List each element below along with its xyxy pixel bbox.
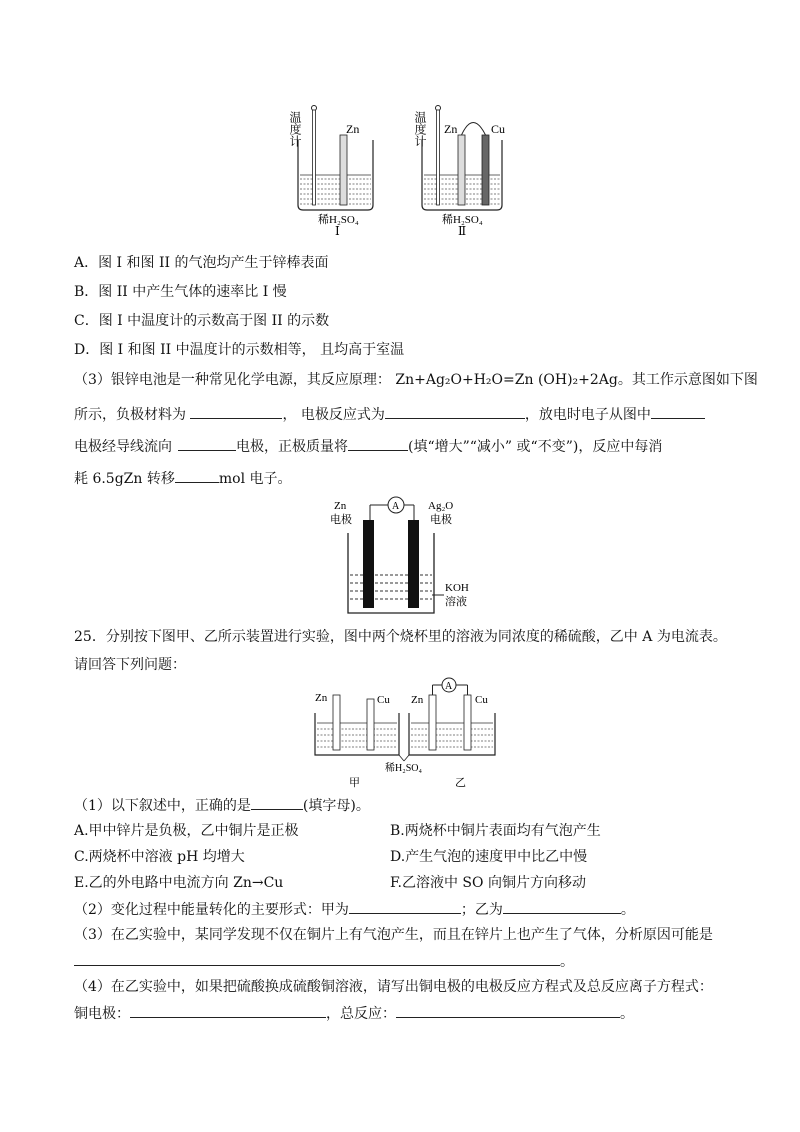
label-jia: 甲 <box>349 777 360 788</box>
answer-blank-jia-energy[interactable] <box>349 899 461 914</box>
option-c: C．图 I 中温度计的示数高于图 II 的示数 <box>74 313 330 329</box>
q25-1-option-a: A.甲中锌片是负极，乙中铜片是正极 <box>74 823 299 839</box>
beaker-II <box>413 106 505 236</box>
q25-3-line1: （3）在乙实验中，某同学发现不仅在铜片上有气泡产生，而且在锌片上也产生了气体，分析原因可能是 <box>74 927 713 943</box>
fig3-solution-label: 稀H₂SO₄ <box>385 763 422 774</box>
option-a: A．图 I 和图 II 的气泡均产生于锌棒表面 <box>74 255 329 271</box>
q25-1-option-f: F.乙溶液中 SO 向铜片方向移动 <box>390 875 586 891</box>
answer-blank-q25-1[interactable] <box>251 795 303 810</box>
ag2o-electrode-label-bottom: 电极 <box>430 514 452 526</box>
q3-line1: （3）银锌电池是一种常见化学电源，其反应原理： Zn+Ag₂O+H₂O=Zn (OH)₂+2Ag。其工作示意图如下图 <box>74 372 758 388</box>
figure-jia-yi <box>305 673 505 788</box>
answer-blank-electron-dest[interactable] <box>178 436 236 451</box>
jia-cu-label: Cu <box>377 694 390 706</box>
electrode-right-label-II: Cu <box>491 122 506 136</box>
zn-electrode-label-top: Zn <box>334 500 347 512</box>
q25-4-line1: （4）在乙实验中，如果把硫酸换成硫酸铜溶液，请写出铜电极的电极反应方程式及总反应离子方程式： <box>74 979 713 995</box>
answer-blank-yi-energy[interactable] <box>503 899 621 914</box>
solution-label-II: 稀H₂SO₄ <box>442 214 483 226</box>
beaker-I <box>288 106 373 236</box>
ammeter-label: A <box>392 501 400 512</box>
beaker-jia <box>315 692 399 755</box>
answer-blank-negative-material[interactable] <box>190 404 282 419</box>
q3-line3: 电极经导线流向 电极，正极质量将 (填“增大”“减小” 或“不变”)，反应中每消 <box>74 436 662 457</box>
figure-label-I: Ⅰ <box>335 224 340 235</box>
koh-label: KOH <box>445 582 469 594</box>
yi-zn-label: Zn <box>411 694 424 706</box>
q25-1-option-e: E.乙的外电路中电流方向 Zn→Cu <box>74 875 284 891</box>
q25-1-option-b: B.两烧杯中铜片表面均有气泡产生 <box>390 823 601 839</box>
option-b: B．图 II 中产生气体的速率比 I 慢 <box>74 284 287 300</box>
q25-3-line2: 。 <box>74 951 574 972</box>
zn-electrode-label-bottom: 电极 <box>330 514 352 526</box>
jia-zn-label: Zn <box>315 692 328 704</box>
answer-blank-electrons[interactable] <box>175 468 219 483</box>
label-yi: 乙 <box>455 777 466 788</box>
beaker-yi <box>409 678 495 755</box>
yi-ammeter-label: A <box>445 681 453 692</box>
q3-line2: 所示，负极材料为 ， 电极反应式为 ，放电时电子从图中 <box>74 404 705 425</box>
q25-1-option-c: C.两烧杯中溶液 pH 均增大 <box>74 849 245 865</box>
electrode-label-I: Zn <box>346 122 360 136</box>
solution-label-I: 稀H₂SO₄ <box>318 214 359 226</box>
answer-blank-total-reaction[interactable] <box>396 1003 620 1018</box>
electrode-left-label-II: Zn <box>444 122 458 136</box>
thermometer-label-I: 温度计 <box>288 111 302 147</box>
figure-label-II: Ⅱ <box>458 224 467 235</box>
answer-blank-electron-source[interactable] <box>651 404 705 419</box>
q25-4-line2: 铜电极： ，总反应： 。 <box>74 1003 634 1024</box>
answer-blank-positive-mass[interactable] <box>348 436 408 451</box>
q25-1-stem: （1）以下叙述中，正确的是 (填字母)。 <box>74 795 370 816</box>
q25-1-option-d: D.产生气泡的速度甲中比乙中慢 <box>390 849 588 865</box>
answer-blank-electrode-equation[interactable] <box>385 404 525 419</box>
solution-label: 溶液 <box>445 596 467 608</box>
q25-line2: 请回答下列问题： <box>74 657 186 673</box>
answer-blank-cu-electrode[interactable] <box>130 1003 326 1018</box>
yi-cu-label: Cu <box>475 694 488 706</box>
q3-line4: 耗 6.5gZn 转移 mol 电子。 <box>74 468 292 489</box>
answer-blank-q25-3[interactable] <box>74 951 560 966</box>
q25-2: （2）变化过程中能量转化的主要形式：甲为 ；乙为 。 <box>74 899 635 920</box>
q25-line1: 25．分别按下图甲、乙所示装置进行实验，图中两个烧杯里的溶液为同浓度的稀硫酸，乙中 A 为电流表。 <box>74 629 727 645</box>
ag2o-electrode-label-top: Ag₂O <box>428 500 454 512</box>
figure-beakers-I-II <box>280 95 520 235</box>
thermometer-label-II: 温度计 <box>413 111 427 147</box>
figure-silver-zinc-cell <box>320 495 480 620</box>
option-d: D．图 I 和图 II 中温度计的示数相等， 且均高于室温 <box>74 342 405 358</box>
